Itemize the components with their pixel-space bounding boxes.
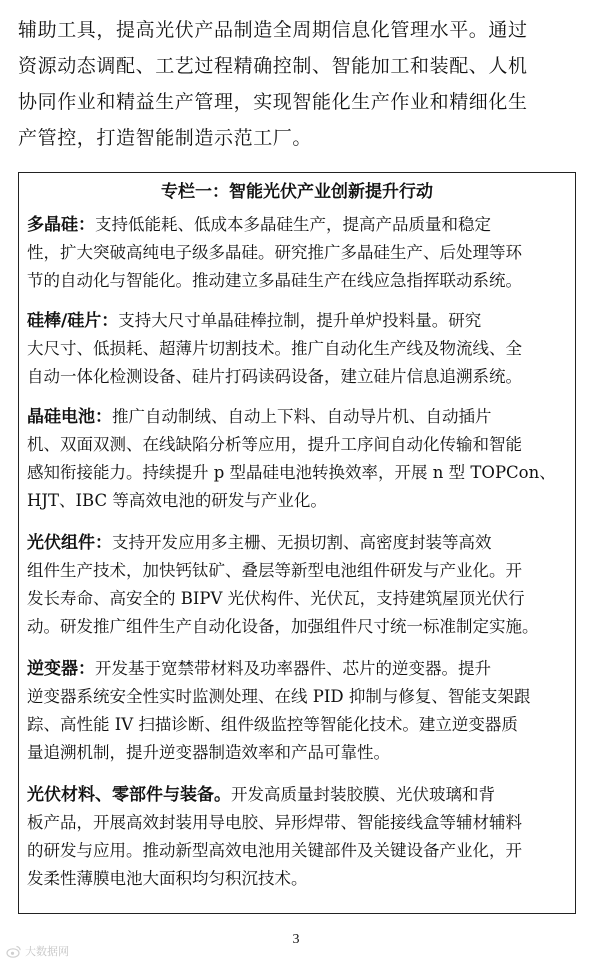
section-line (27, 529, 572, 557)
section-term: 晶硅电池： (27, 407, 112, 427)
section-line: 动。研发推广组件生产自动化设备，加强组件尺寸统一标准制定实施。 (27, 617, 539, 636)
page-number: 3 (292, 932, 300, 947)
weibo-logo-icon (6, 943, 22, 959)
section-pv-module (27, 529, 572, 641)
intro-line: 资源动态调配、工艺过程精确控制、智能加工和装配、人机 (18, 55, 528, 77)
section-line: 发柔性薄膜电池大面积均匀积沉技术。 (27, 869, 308, 888)
section-term: 光伏材料、零部件与装备。 (27, 785, 231, 805)
section-line: 组件生产技术，加快钙钛矿、叠层等新型电池组件研发与产业化。开 (27, 561, 522, 580)
intro-line: 辅助工具，提高光伏产品制造全周期信息化管理水平。通过 (18, 19, 528, 41)
section-line (27, 211, 572, 239)
watermark (6, 940, 69, 962)
section-text: 支持开发应用多主栅、无损切割、高密度封装等高效 (112, 533, 492, 552)
column-box (18, 172, 576, 914)
section-line: 逆变器系统安全性实时监测处理、在线 PID 抑制与修复、智能支架跟 (27, 687, 531, 706)
section-line: 机、双面双测、在线缺陷分析等应用，提升工序间自动化传输和智能 (27, 435, 522, 454)
watermark-text: 大数据网 (25, 945, 69, 958)
section-term: 逆变器： (27, 659, 95, 679)
section-line: 自动一体化检测设备、硅片打码读码设备，建立硅片信息追溯系统。 (27, 367, 522, 386)
section-line: 性，扩大突破高纯电子级多晶硅。研究推广多晶硅生产、后处理等环 (27, 243, 522, 262)
section-text: 开发基于宽禁带材料及功率器件、芯片的逆变器。提升 (95, 659, 491, 678)
section-inverter (27, 655, 572, 767)
intro-line: 产管控，打造智能制造示范工厂。 (18, 127, 313, 149)
section-line: 发长寿命、高安全的 BIPV 光伏构件、光伏瓦，支持建筑屋顶光伏行 (27, 589, 525, 608)
section-line: 踪、高性能 IV 扫描诊断、组件级监控等智能化技术。建立逆变器质 (27, 715, 518, 734)
section-solar-cell (27, 403, 572, 515)
section-text: 支持低能耗、低成本多晶硅生产，提高产品质量和稳定 (95, 215, 491, 234)
section-polysilicon (27, 211, 572, 295)
section-line: 大尺寸、低损耗、超薄片切割技术。推广自动化生产线及物流线、全 (27, 339, 522, 358)
section-text: 开发高质量封装胶膜、光伏玻璃和背 (231, 785, 495, 804)
section-text: 支持大尺寸单晶硅棒拉制，提升单炉投料量。研究 (118, 311, 482, 330)
section-line: 板产品，开展高效封装用导电胶、异形焊带、智能接线盒等辅材辅料 (27, 813, 522, 832)
section-line: 量追溯机制，提升逆变器制造效率和产品可靠性。 (27, 743, 390, 762)
intro-paragraph (18, 12, 576, 156)
section-line: 节的自动化与智能化。推动建立多晶硅生产在线应急指挥联动系统。 (27, 271, 522, 290)
section-silicon-wafer (27, 307, 572, 391)
section-term: 光伏组件： (27, 533, 112, 553)
section-line (27, 403, 572, 431)
section-line: HJT、IBC 等高效电池的研发与产业化。 (27, 491, 327, 510)
intro-line: 协同作业和精益生产管理，实现智能化生产作业和精细化生 (18, 91, 528, 113)
section-line: 感知衔接能力。持续提升 p 型晶硅电池转换效率，开展 n 型 TOPCon、 (27, 463, 556, 482)
section-materials-equipment (27, 781, 572, 893)
section-term: 硅棒/硅片： (27, 311, 119, 331)
section-line: 的研发与应用。推动新型高效电池用关键部件及关键设备产业化，开 (27, 841, 522, 860)
section-line (27, 655, 572, 683)
section-line (27, 781, 572, 809)
column-title: 专栏一：智能光伏产业创新提升行动 (161, 182, 433, 202)
section-term: 多晶硅： (27, 215, 95, 235)
section-text: 推广自动制绒、自动上下料、自动导片机、自动插片 (112, 407, 492, 426)
section-line (27, 307, 572, 335)
